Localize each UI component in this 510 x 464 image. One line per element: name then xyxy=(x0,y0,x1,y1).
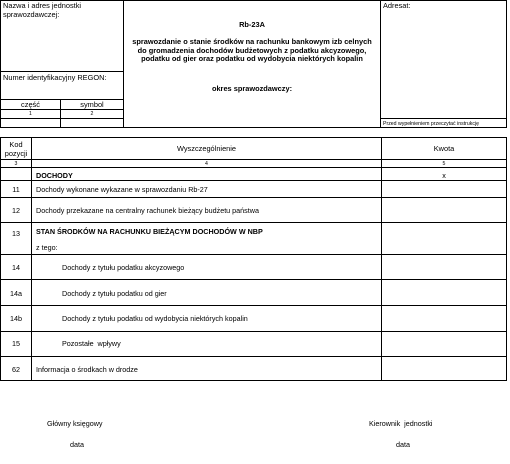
row-14-desc: Dochody z tytułu podatku akcyzowego xyxy=(62,263,185,272)
row-13-desc: STAN ŚRODKÓW NA RACHUNKU BIEŻĄCYM DOCHODÓW W NBP xyxy=(36,227,263,236)
row-11-kod: 11 xyxy=(12,185,20,194)
col-header-desc: Wyszczególnienie xyxy=(176,144,237,153)
chief-accountant-date: data xyxy=(70,440,84,449)
instruction-note: Przed wypełnieniem przeczytać instrukcję xyxy=(383,121,480,127)
chief-accountant-label: Główny księgowy xyxy=(47,419,103,428)
czesc-number: 1 xyxy=(29,111,32,117)
unit-head-label: Kierownik jednostki xyxy=(369,419,433,428)
adresat-label: Adresat: xyxy=(383,1,411,10)
col-number-kwota: 5 xyxy=(442,161,446,167)
row-z-tego-label: z tego: xyxy=(36,243,58,252)
row-62-desc: Informacja o środkach w drodze xyxy=(36,365,138,374)
row-14-kwota-field[interactable] xyxy=(382,255,506,279)
row-15-kod: 15 xyxy=(12,339,20,348)
col-header-kwota: Kwota xyxy=(433,144,455,153)
unit-head-date: data xyxy=(396,440,410,449)
form-code: Rb-23A xyxy=(239,20,265,29)
czesc-label: część xyxy=(21,100,40,109)
regon-label: Numer identyfikacyjny REGON: xyxy=(3,73,107,82)
row-13-kwota-field[interactable] xyxy=(382,223,506,254)
row-dochody-kwota: x xyxy=(442,171,446,180)
row-62-kod: 62 xyxy=(12,365,20,374)
row-14a-desc: Dochody z tytułu podatku od gier xyxy=(62,289,167,298)
row-12-desc: Dochody przekazane na centralny rachunek bieżący budżetu państwa xyxy=(36,206,259,215)
row-62-kwota-field[interactable] xyxy=(382,357,506,380)
row-14b-desc: Dochody z tytułu podatku od wydobycia niektórych kopalin xyxy=(62,314,248,323)
col-number-desc: 4 xyxy=(205,161,208,167)
row-14a-kod: 14a xyxy=(10,289,22,298)
row-15-kwota-field[interactable] xyxy=(382,332,506,356)
row-14-kod: 14 xyxy=(12,263,20,272)
row-dochody-label: DOCHODY xyxy=(36,171,73,180)
row-15-desc: Pozostałe wpływy xyxy=(62,339,121,348)
symbol-label: symbol xyxy=(80,100,104,109)
period-label: okres sprawozdawczy: xyxy=(211,84,293,93)
row-12-kod: 12 xyxy=(12,206,20,215)
row-11-desc: Dochody wykonane wykazane w sprawozdaniu Rb-27 xyxy=(36,185,208,194)
row-13-kod: 13 xyxy=(12,229,20,238)
row-12-kwota-field[interactable] xyxy=(382,198,506,222)
col-number-kod: 3 xyxy=(14,161,18,167)
symbol-number: 2 xyxy=(90,111,94,117)
row-14b-kod: 14b xyxy=(10,314,22,323)
form-title: sprawozdanie o stanie środków na rachunku bankowym izb celnych do gromadzenia dochodów budżetowych z podatku akcyzowego, podatku od gier oraz podatku od wydobycia niektórych kopalin xyxy=(132,37,372,64)
row-11-kwota-field[interactable] xyxy=(382,181,506,197)
col-header-kod: Kod pozycji xyxy=(4,140,28,159)
name-address-label: Nazwa i adres jednostki sprawozdawczej: xyxy=(3,1,82,19)
row-14a-kwota-field[interactable] xyxy=(382,280,506,305)
row-14b-kwota-field[interactable] xyxy=(382,306,506,331)
